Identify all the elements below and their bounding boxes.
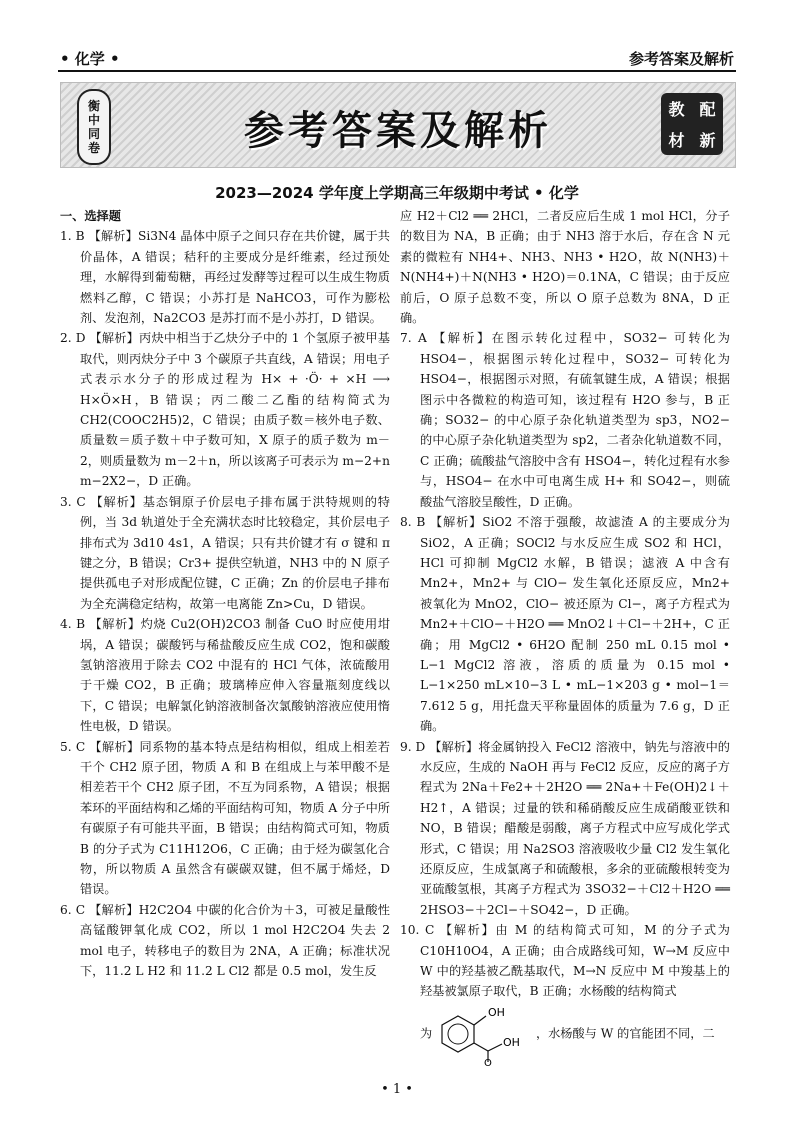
answer-item: 8. B 【解析】SiO2 不溶于强酸，故滤渣 A 的主要成分为 SiO2，A 正确；SOCl2 与水反应生成 SO2 和 HCl，HCl 可抑制 MgCl2 水解，B 错误；滤液 A 中含有 Mn2+，Mn2+ 与 ClO− 发生氧化还原反应，Mn2+ 被氧化为 MnO2，ClO− 被还原为 Cl−，离子方程式为 Mn2+＋ClO−＋H2O ══ MnO2↓＋Cl−＋2H+，C 正确；用 MgCl2 • 6H2O 配制 250 mL 0.15 mol • L−1 MgCl2 溶液，溶质的质量为 0.15 mol • L−1×250 mL×10−3 L • mL−1×203 g • mol−1＝7.612 5 g，用托盘天平称量固体的质量为 7.6 g，D 正确。 — [400, 515, 730, 734]
answer-item: 7. A 【解析】在图示转化过程中，SO32− 可转化为 HSO4−，根据图示转化过程中，SO32− 可转化为 HSO4−，根据图示对照，有硫氧键生成，A 错误；根据图示中各微粒的构造可知，该过程有 H2O 参与，B 正确；SO32− 的中心原子杂化轨道类型为 sp3，NO2− 的中心原子杂化轨道类型为 sp2，二者杂化轨道数不同，C 正确；硫酸盐气溶胶中含有 HSO4−，转化过程有水参与，HSO4− 在水中可电离生成 H+ 和 SO42−，则硫酸盐气溶胶呈酸性，D 正确。 — [400, 331, 730, 509]
banner-title: 参考答案及解析 — [244, 108, 552, 154]
exam-title: 2023—2024 学年度上学期高三年级期中考试 • 化学 — [215, 184, 579, 202]
right-column — [400, 206, 730, 1066]
oh-label: OH — [488, 1005, 505, 1019]
salicylic-acid-structure-icon — [436, 1002, 532, 1066]
badge-char: 新 — [699, 131, 716, 150]
structure-prefix: 为 — [420, 1026, 433, 1041]
seal-char: 同 — [87, 127, 100, 141]
header-subject: • 化学 • — [60, 50, 120, 68]
left-column — [60, 206, 390, 981]
page-header — [58, 44, 736, 72]
answer-item: 6. C 【解析】H2C2O4 中碳的化合价为＋3，可被足量酸性高锰酸钾氧化成 CO2，所以 1 mol H2C2O4 失去 2 mol 电子，转移电子的数目为 2NA，A 正确；标准状况下，11.2 L H2 和 11.2 L Cl2 都是 0.5 mol，发生反 — [60, 902, 390, 979]
answer-item: 9. D 【解析】将金属钠投入 FeCl2 溶液中，钠先与溶液中的水反应，生成的 NaOH 再与 FeCl2 反应，反应的离子方程式为 2Na＋Fe2+＋2H2O ══ 2Na+＋Fe(OH)2↓＋H2↑，A 错误；过量的铁和稀硝酸反应生成硝酸亚铁和 NO，B 错误；醋酸是弱酸，离子方程式中应写成化学式形式，C 错误；用 Na2SO3 溶液吸收少量 Cl2 发生氧化还原反应，生成氯离子和硫酸根，多余的亚硫酸根转变为亚硫酸氢根，其离子方程式为 3SO32−＋Cl2＋H2O ══ 2HSO3−＋2Cl−＋SO42−，D 正确。 — [400, 739, 730, 917]
seal-char: 衡 — [87, 99, 100, 113]
oh2-label: OH — [503, 1035, 520, 1049]
seal-char: 卷 — [87, 141, 100, 155]
page-number: • 1 • — [381, 1082, 413, 1097]
header-doc-type: 参考答案及解析 — [628, 50, 734, 68]
badge-char: 配 — [699, 100, 716, 119]
section-heading: 一、选择题 — [60, 209, 121, 223]
structure-suffix: ，水杨酸与 W 的官能团不同，二 — [535, 1026, 715, 1041]
answer-item: 10. C 【解析】由 M 的结构简式可知，M 的分子式为 C10H10O4，A 正确；由合成路线可知，W→M 反应中 W 中的羟基被乙酰基取代，M→N 反应中 M 中羧基上的羟基被氯原子取代，B 正确；水杨酸的结构简式 — [400, 923, 730, 999]
answer-item: 5. C 【解析】同系物的基本特点是结构相似，组成上相差若干个 CH2 原子团，物质 A 和 B 在组成上与苯甲酸不是相差若干个 CH2 原子团，不互为同系物，A 错误；根据苯环的平面结构和乙烯的平面结构可知，物质 A 分子中所有碳原子有可能共平面，B 错误；由结构简式可知，物质 B 的分子式为 C11H12O6，C 正确；由于烃为碳氢化合物，所以物质 A 虽然含有碳碳双键，但不属于烯烃，D 错误。 — [60, 739, 390, 897]
answer-item-continued: 应 H2＋Cl2 ══ 2HCl，二者反应后生成 1 mol HCl，分子的数目为 NA，B 正确；由于 NH3 溶于水后，存在含 N 元素的微粒有 NH4+、NH3、NH3 • H2O，故 N(NH3)＋N(NH4+)＋N(NH3 • H2O)＝0.1NA，C 错误；由于反应前后，O 原子总数不变，所以 O 原子总数为 8NA，D 正确。 — [400, 209, 730, 326]
title-banner — [60, 82, 736, 168]
o-label: O — [484, 1057, 492, 1066]
badge-char: 教 — [668, 100, 685, 119]
answer-item: 4. B 【解析】灼烧 Cu2(OH)2CO3 制备 CuO 时应使用坩埚，A 错误；碳酸钙与稀盐酸反应生成 CO2，饱和碳酸氢钠溶液用于除去 CO2 中混有的 HCl 气体，浓硫酸用于干燥 CO2，B 正确；玻璃棒应伸入容量瓶刻度线以下，C 错误；电解氯化钠溶液制备次氯酸钠溶液应使用惰性电极，D 错误。 — [60, 617, 390, 734]
structure-line — [400, 1002, 730, 1066]
badge-char: 材 — [668, 131, 685, 150]
answer-item: 1. B 【解析】Si3N4 晶体中原子之间只存在共价键，属于共价晶体，A 错误；秸秆的主要成分是纤维素，经过预处理，水解得到葡萄糖，再经过发酵等过程可以生成生物质燃料乙醇，C 错误；小苏打是 NaHCO3，可作为膨松剂、发泡剂，Na2CO3 是苏打而不是小苏打，D 错误。 — [60, 229, 390, 326]
seal-char: 中 — [87, 113, 100, 127]
badge-logo — [661, 93, 723, 155]
answer-item: 2. D 【解析】丙炔中相当于乙炔分子中的 1 个氢原子被甲基取代，则丙炔分子中 3 个碳原子共直线，A 错误；用电子式表示水分子的形成过程为 H× + ·Ö· + ×H ⟶ H×Ö×H，B 错误；丙二酸二乙酯的结构简式为 CH2(COOC2H5)2，C 错误；由质子数＝核外电子数、质量数＝质子数＋中子数可知，X 原子的质子数为 m－2，则质量数为 m－2＋n，所以该离子可表示为 m−2+n m−2X2−，D 正确。 — [60, 331, 390, 489]
answer-item: 3. C 【解析】基态铜原子价层电子排布属于洪特规则的特例，当 3d 轨道处于全充满状态时比较稳定，其价层电子排布式为 3d10 4s1，A 错误；只有共价键才有 σ 键和 π 键之分，B 错误；Cr3+ 提供空轨道，NH3 中的 N 原子提供孤电子对形成配位键，C 正确；Zn 的价层电子排布为全充满稳定结构，故第一电离能 Zn>Cu，D 错误。 — [60, 494, 390, 611]
